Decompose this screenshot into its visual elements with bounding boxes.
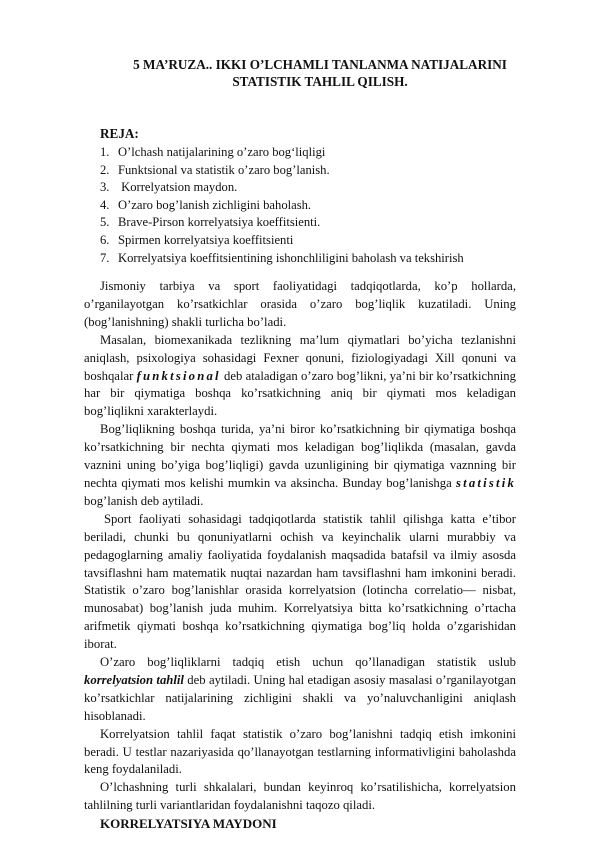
plan-item: 6. Spirmen korrelyatsiya koeffitsienti [100,232,294,247]
plan-item: 4. O’zaro bog’lanish zichligini baholash. [100,197,312,212]
emphasis-funktsional: funktsional [136,368,221,383]
plan-item: 3. Korrelyatsion maydon. [100,180,238,195]
paragraph-7: O’lchashning turli shkalalari, bundan keyinroq ko’rsatilishicha, korrelyatsion tahlilning turli variantlaridan foydalanishni taqozo qiladi. [84,780,516,813]
body-text [84,278,516,833]
paragraph-1: Jismoniy tarbiya va sport faoliyatidagi tadqiqotlarda, ko’p hollarda, o’rganilayotgan ko’rsatkichlar orasida o’zaro bog’liqlik kuzatiladi. Uning (bog’lanishning) shakli turlicha bo’ladi. [84,279,516,329]
emphasis-korrelyatsion-tahlil: korrelyatsion tahlil [84,672,184,687]
title-line-1: 5 MA’RUZA.. IKKI O’LCHAMLI TANLANMA NATIJALARINI [133,57,507,72]
paragraph-6: Korrelyatsion tahlil faqat statistik o’zaro bog’lanishni tadqiq etish imkonini beradi. U testlar nazariyasida qo’llanayotgan testlarning informativligini baholashda keng foydalaniladi. [84,726,516,777]
plan-item: 7. Korrelyatsiya koeffitsientining ishonchliligini baholash va tekshirish [100,250,464,265]
plan-item: 1. O’lchash natijalarining o’zaro bog‘liqligi [100,145,326,159]
emphasis-statistik: statistik [456,475,516,490]
plan-list [100,144,464,267]
page-title [120,56,520,90]
paragraph-5: O’zaro bog’liqliklarni tadqiq etish uchun qo’llanadigan statistik uslub korrelyatsion tahlil deb aytiladi. Uning hal etadigan asosiy masalasi o’rganilayotgan ko’rsatkichlar natijalarining zichligini shakli va yo’naluvchanligini aniqlash hisoblanadi. [84,655,516,723]
section-heading: KORRELYATSIYA MAYDONI [100,816,277,832]
title-line-2: STATISTIK TAHLIL QILISH. [232,74,408,89]
plan-label: REJA: [100,126,139,141]
paragraph-2: Masalan, biomexanikada tezlikning ma’lum qiymatlari bo’yicha tezlanishni aniqlash, psixologiya sohasidagi Fexner qonuni, fiziologiyadagi Xill qonuni va boshqalar funktsional deb ataladigan o’zaro bog’likni, ya’ni bir ko’rsatkichning har bir qiymatiga boshqa ko’rsatkichning aniq bir qiymati mos keladigan bog’liqlikni xarakterlaydi. [84,332,516,419]
plan-item: 2. Funktsional va statistik o’zaro bog’lanish. [100,162,330,177]
paragraph-4: Sport faoliyati sohasidagi tadqiqotlarda statistik tahlil qilishga katta e’tibor beriladi, chunki bu qonuniyatlarni ochish va keyinchalik ularni murabbiy va pedagoglarning amaliy faoliyatida foydalanish maqsadida batafsil va ilmiy asosda tavsiflashni ham matematik nuqtai nazardan ham tavsiflashni ham imkonini beradi. Statistik o’zaro bog’lanishlar orasida korrelyatsion (lotincha correlatio— nisbat, munosabat) bog’lanish juda muhim. Korrelyatsiya bitta ko’rsatkichning o’rtacha arifmetik qiymati boshqa ko’rsatkichning qiymatiga bog’liq holda o’zgarishidan iborat. [84,511,516,652]
plan-item: 5. Brave-Pirson korrelyatsiya koeffitsienti. [100,215,321,230]
paragraph-3: Bog’liqlikning boshqa turida, ya’ni biror ko’rsatkichning bir qiymatiga boshqa ko’rsatkichning bir nechta qiymati mos keladigan bog’liqlikda (masalan, gavda vaznini uning bo’yiga bog’liqligi) gavda uzunligining bir qiymatiga vaznning bir nechta qiymati mos kelishi mumkin va aksincha. Bunday bog’lanishga statistik bog’lanish deb aytiladi. [84,422,516,508]
